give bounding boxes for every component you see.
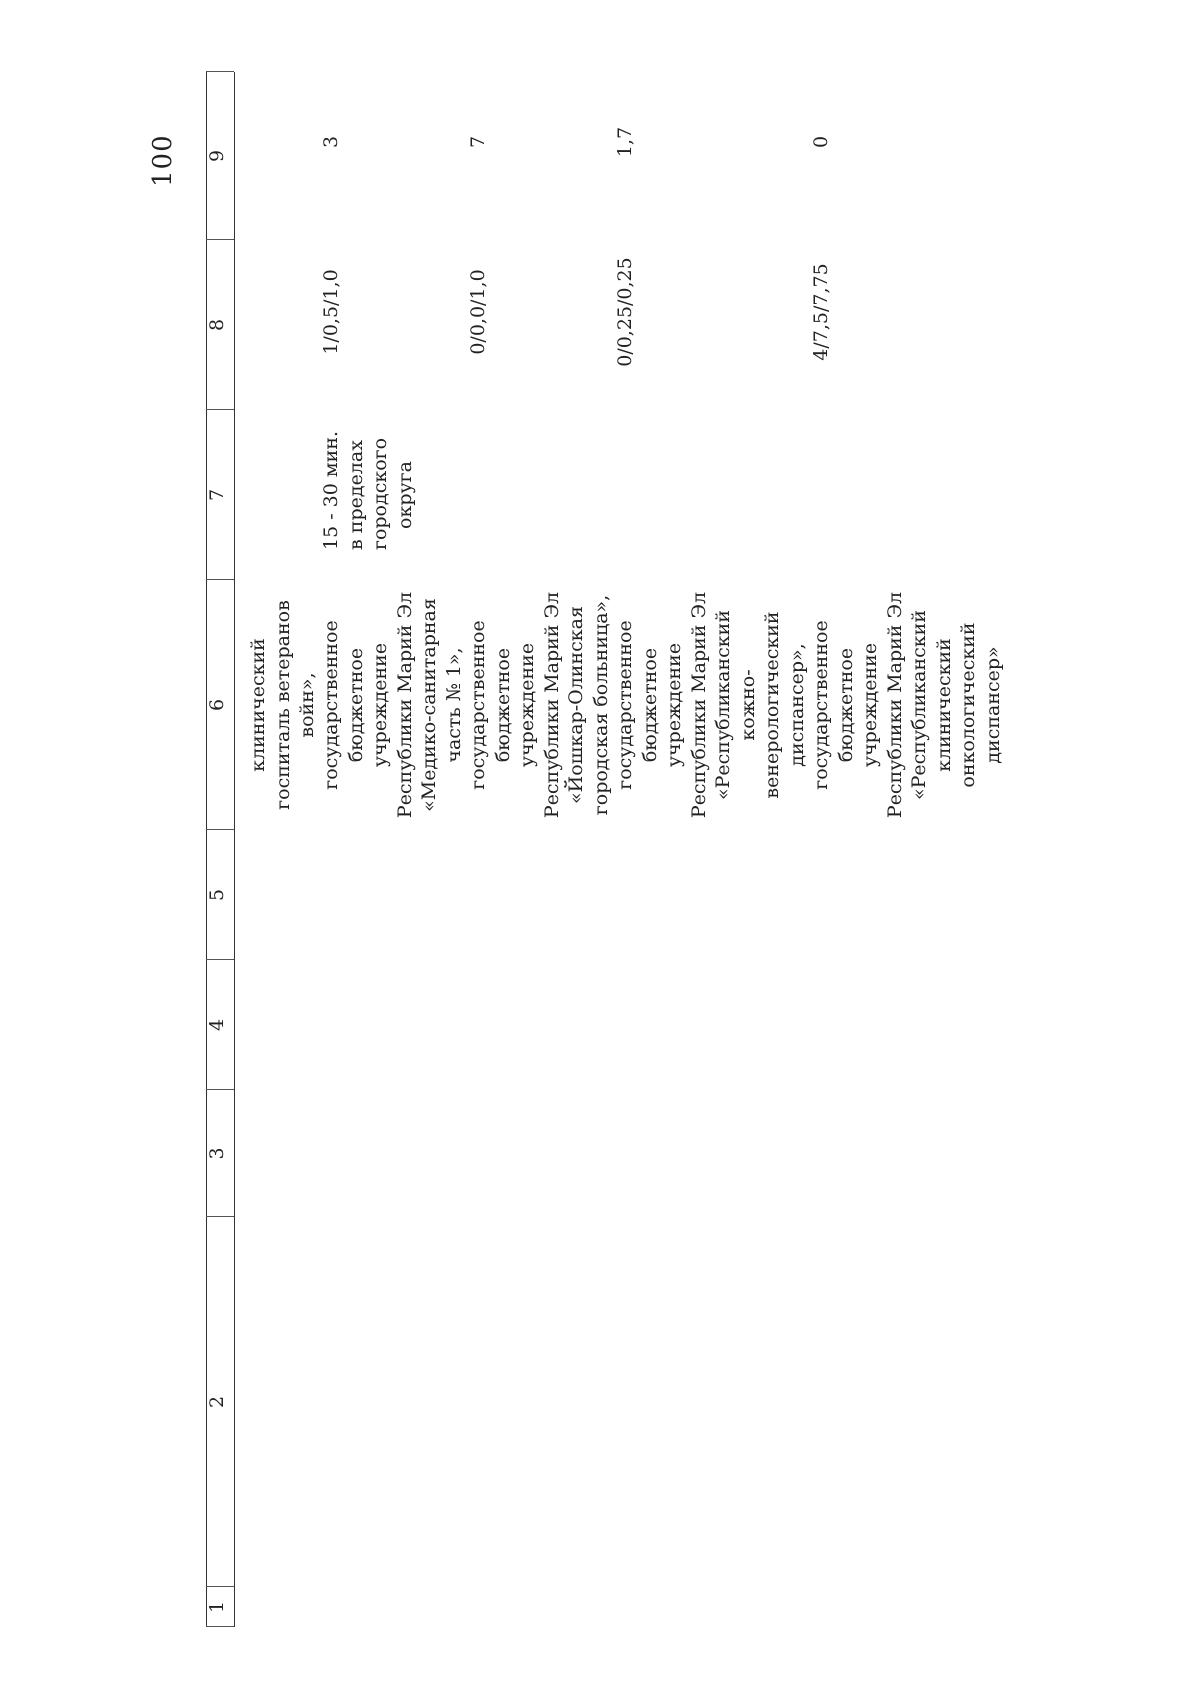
cell-line: бюджетное: [638, 647, 661, 763]
cell-line: Республики Марий Эл: [393, 591, 416, 819]
table-cell-ratio: 4/7,5/7,75: [810, 263, 832, 361]
cell-line: Республики Марий Эл: [687, 591, 710, 819]
cell-line: бюджетное: [491, 647, 514, 763]
table-cell-value: 1,7: [614, 126, 636, 158]
header-bottom-rule: [234, 72, 235, 1627]
cell-line: государственное: [614, 620, 636, 790]
cell-line: Республики Марий Эл: [883, 591, 906, 819]
cell-line: клинический: [247, 638, 269, 772]
cell-line: учреждение: [663, 642, 685, 768]
table-cell-organization: [809, 580, 1005, 830]
cell-line: «Республиканский: [712, 609, 734, 801]
col-header-4: 4: [206, 1018, 228, 1032]
cell-line: бюджетное: [834, 647, 857, 763]
cell-line: государственное: [320, 620, 342, 790]
page-number: 100: [148, 134, 178, 187]
cell-line: учреждение: [516, 642, 538, 768]
cell-line: городская больница»,: [589, 594, 612, 816]
cell-line: округа: [393, 461, 416, 529]
table-cell-time: [319, 430, 417, 550]
table-cell-value: 3: [320, 135, 342, 149]
col-header-3: 3: [206, 1147, 228, 1160]
table-cell-organization: [466, 580, 613, 830]
table-cell-value: 7: [467, 135, 489, 149]
cell-line: диспансер»: [981, 646, 1004, 764]
cell-line: государственное: [810, 620, 832, 790]
table-cell-ratio: 1/0,5/1,0: [320, 269, 342, 355]
col-header-2: 2: [206, 1395, 228, 1409]
cell-line: 15 - 30 мин.: [320, 430, 342, 550]
table-cell-ratio: 0/0,0/1,0: [467, 269, 489, 355]
col-header-7: 7: [206, 488, 228, 502]
col-header-9: 9: [206, 149, 228, 163]
cell-line: часть № 1»,: [442, 647, 465, 763]
cell-line: бюджетное: [344, 647, 367, 763]
cell-line: «Республиканский: [908, 609, 930, 801]
col-header-5: 5: [206, 888, 228, 902]
col-header-8: 8: [206, 318, 228, 332]
cell-line: венерологический: [761, 611, 783, 799]
cell-line: учреждение: [369, 642, 391, 768]
col-header-1: 1: [206, 1600, 228, 1614]
cell-line: госпиталь ветеранов: [271, 600, 294, 810]
table-cell-organization: [319, 580, 466, 830]
cell-line: клинический: [932, 638, 955, 772]
cell-line: диспансер»,: [785, 643, 808, 767]
cell-line: войн»,: [296, 672, 318, 738]
cell-line: «Йошкар-Олинская: [565, 606, 587, 804]
cell-line: учреждение: [859, 642, 881, 768]
cell-line: городского: [369, 437, 391, 550]
table-cell-organization: [246, 580, 320, 830]
table-cell-value: 0: [810, 135, 832, 149]
col-header-6: 6: [206, 698, 228, 712]
table-cell-ratio: 0/0,25/0,25: [614, 257, 636, 367]
cell-line: кожно-: [736, 669, 759, 741]
cell-line: Республики Марий Эл: [540, 591, 563, 819]
cell-line: в пределах: [344, 440, 367, 550]
cell-line: «Медико-санитарная: [418, 598, 440, 812]
cell-line: государственное: [467, 620, 489, 790]
table-cell-organization: [613, 580, 809, 830]
cell-line: онкологический: [957, 622, 979, 788]
